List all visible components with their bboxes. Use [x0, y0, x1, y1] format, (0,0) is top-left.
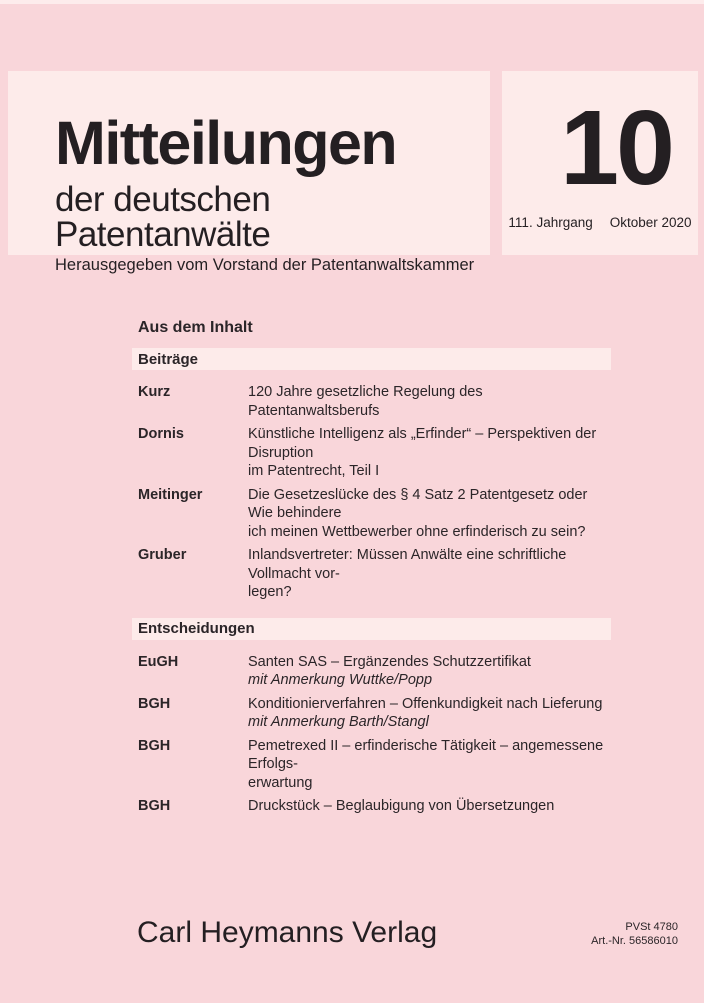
toc-row-court: BGH	[138, 798, 171, 814]
toc-row-title-line: Druckstück – Beglaubigung von Übersetzungen	[248, 798, 555, 814]
toc-row-title-line: Konditionierverfahren – Offenkundigkeit nach Lieferung	[248, 695, 603, 712]
publisher-name: Carl Heymanns Verlag	[137, 916, 438, 949]
toc-row-title	[248, 383, 611, 420]
toc-row-title-line: 120 Jahre gesetzliche Regelung des Patentanwaltsberufs	[248, 384, 483, 419]
magazine-tagline: Herausgegeben vom Vorstand der Patentanwaltskammer	[55, 256, 475, 274]
toc-section-beitraege	[132, 348, 611, 602]
toc-row-title	[248, 653, 611, 690]
page-top-edge	[0, 0, 704, 4]
toc-row-title-line: ich meinen Wettbewerber ohne erfinderisch zu sein?	[248, 523, 586, 540]
toc-row-annotation: mit Anmerkung Barth/Stangl	[248, 714, 429, 730]
masthead-panel	[8, 71, 490, 274]
toc-row	[132, 695, 611, 732]
issue-panel	[502, 71, 698, 255]
toc-row-title	[248, 737, 611, 793]
section-title: Entscheidungen	[138, 620, 255, 637]
toc-row-annotation: mit Anmerkung Wuttke/Popp	[248, 672, 433, 688]
toc-heading: Aus dem Inhalt	[138, 319, 253, 336]
toc-row-title-line: Santen SAS – Ergänzendes Schutzzertifikat	[248, 653, 531, 670]
toc-row-title	[248, 425, 611, 481]
toc-row-author: Kurz	[138, 384, 171, 400]
toc-row-author: Gruber	[138, 547, 187, 563]
toc-row-title-line: Künstliche Intelligenz als „Erfinder“ – Perspektiven der Disruption	[248, 426, 597, 461]
toc-row	[132, 486, 611, 542]
toc-row-title	[248, 695, 611, 732]
toc-row	[132, 737, 611, 793]
toc-rows	[132, 383, 611, 602]
magazine-subtitle: der deutschen Patentanwälte	[55, 180, 271, 254]
toc-row	[132, 383, 611, 420]
toc-row-title-line: Die Gesetzeslücke des § 4 Satz 2 Patentgesetz oder Wie behindere	[248, 486, 588, 521]
toc-row-title-line: im Patentrecht, Teil I	[248, 463, 380, 479]
toc-row-court: BGH	[138, 737, 171, 754]
magazine-title: Mitteilungen	[55, 109, 397, 177]
toc-row	[132, 425, 611, 481]
toc-row-title-line: Inlandsvertreter: Müssen Anwälte eine schriftliche Vollmacht vor-	[248, 547, 567, 582]
section-bar-beitraege	[132, 348, 611, 370]
toc-row-court: EuGH	[138, 653, 179, 670]
toc-row-title-line: erwartung	[248, 774, 313, 791]
issue-meta	[502, 215, 698, 230]
toc-rows	[132, 653, 611, 816]
toc-row-title-line: legen?	[248, 584, 292, 600]
section-bar-entscheidungen	[132, 618, 611, 640]
postal-id: PVSt 4780	[625, 921, 678, 933]
table-of-contents	[132, 318, 611, 821]
issue-number: 10	[560, 89, 672, 207]
toc-section-entscheidungen	[132, 618, 611, 816]
toc-row-author: Dornis	[138, 426, 184, 442]
article-number: Art.-Nr. 56586010	[591, 934, 678, 947]
toc-row	[132, 653, 611, 690]
toc-row-court: BGH	[138, 695, 171, 712]
issue-month: Oktober 2020	[609, 215, 692, 230]
toc-row	[132, 797, 611, 816]
toc-row	[132, 546, 611, 602]
toc-row-title	[248, 486, 611, 542]
issue-volume: 111. Jahrgang	[508, 215, 593, 230]
toc-row-author: Meitinger	[138, 486, 203, 503]
toc-row-title-line: Pemetrexed II – erfinderische Tätigkeit – angemessene Erfolgs-	[248, 737, 604, 772]
section-title: Beiträge	[138, 350, 199, 368]
toc-row-title	[248, 797, 611, 816]
print-info	[591, 921, 678, 948]
toc-row-title	[248, 546, 611, 602]
